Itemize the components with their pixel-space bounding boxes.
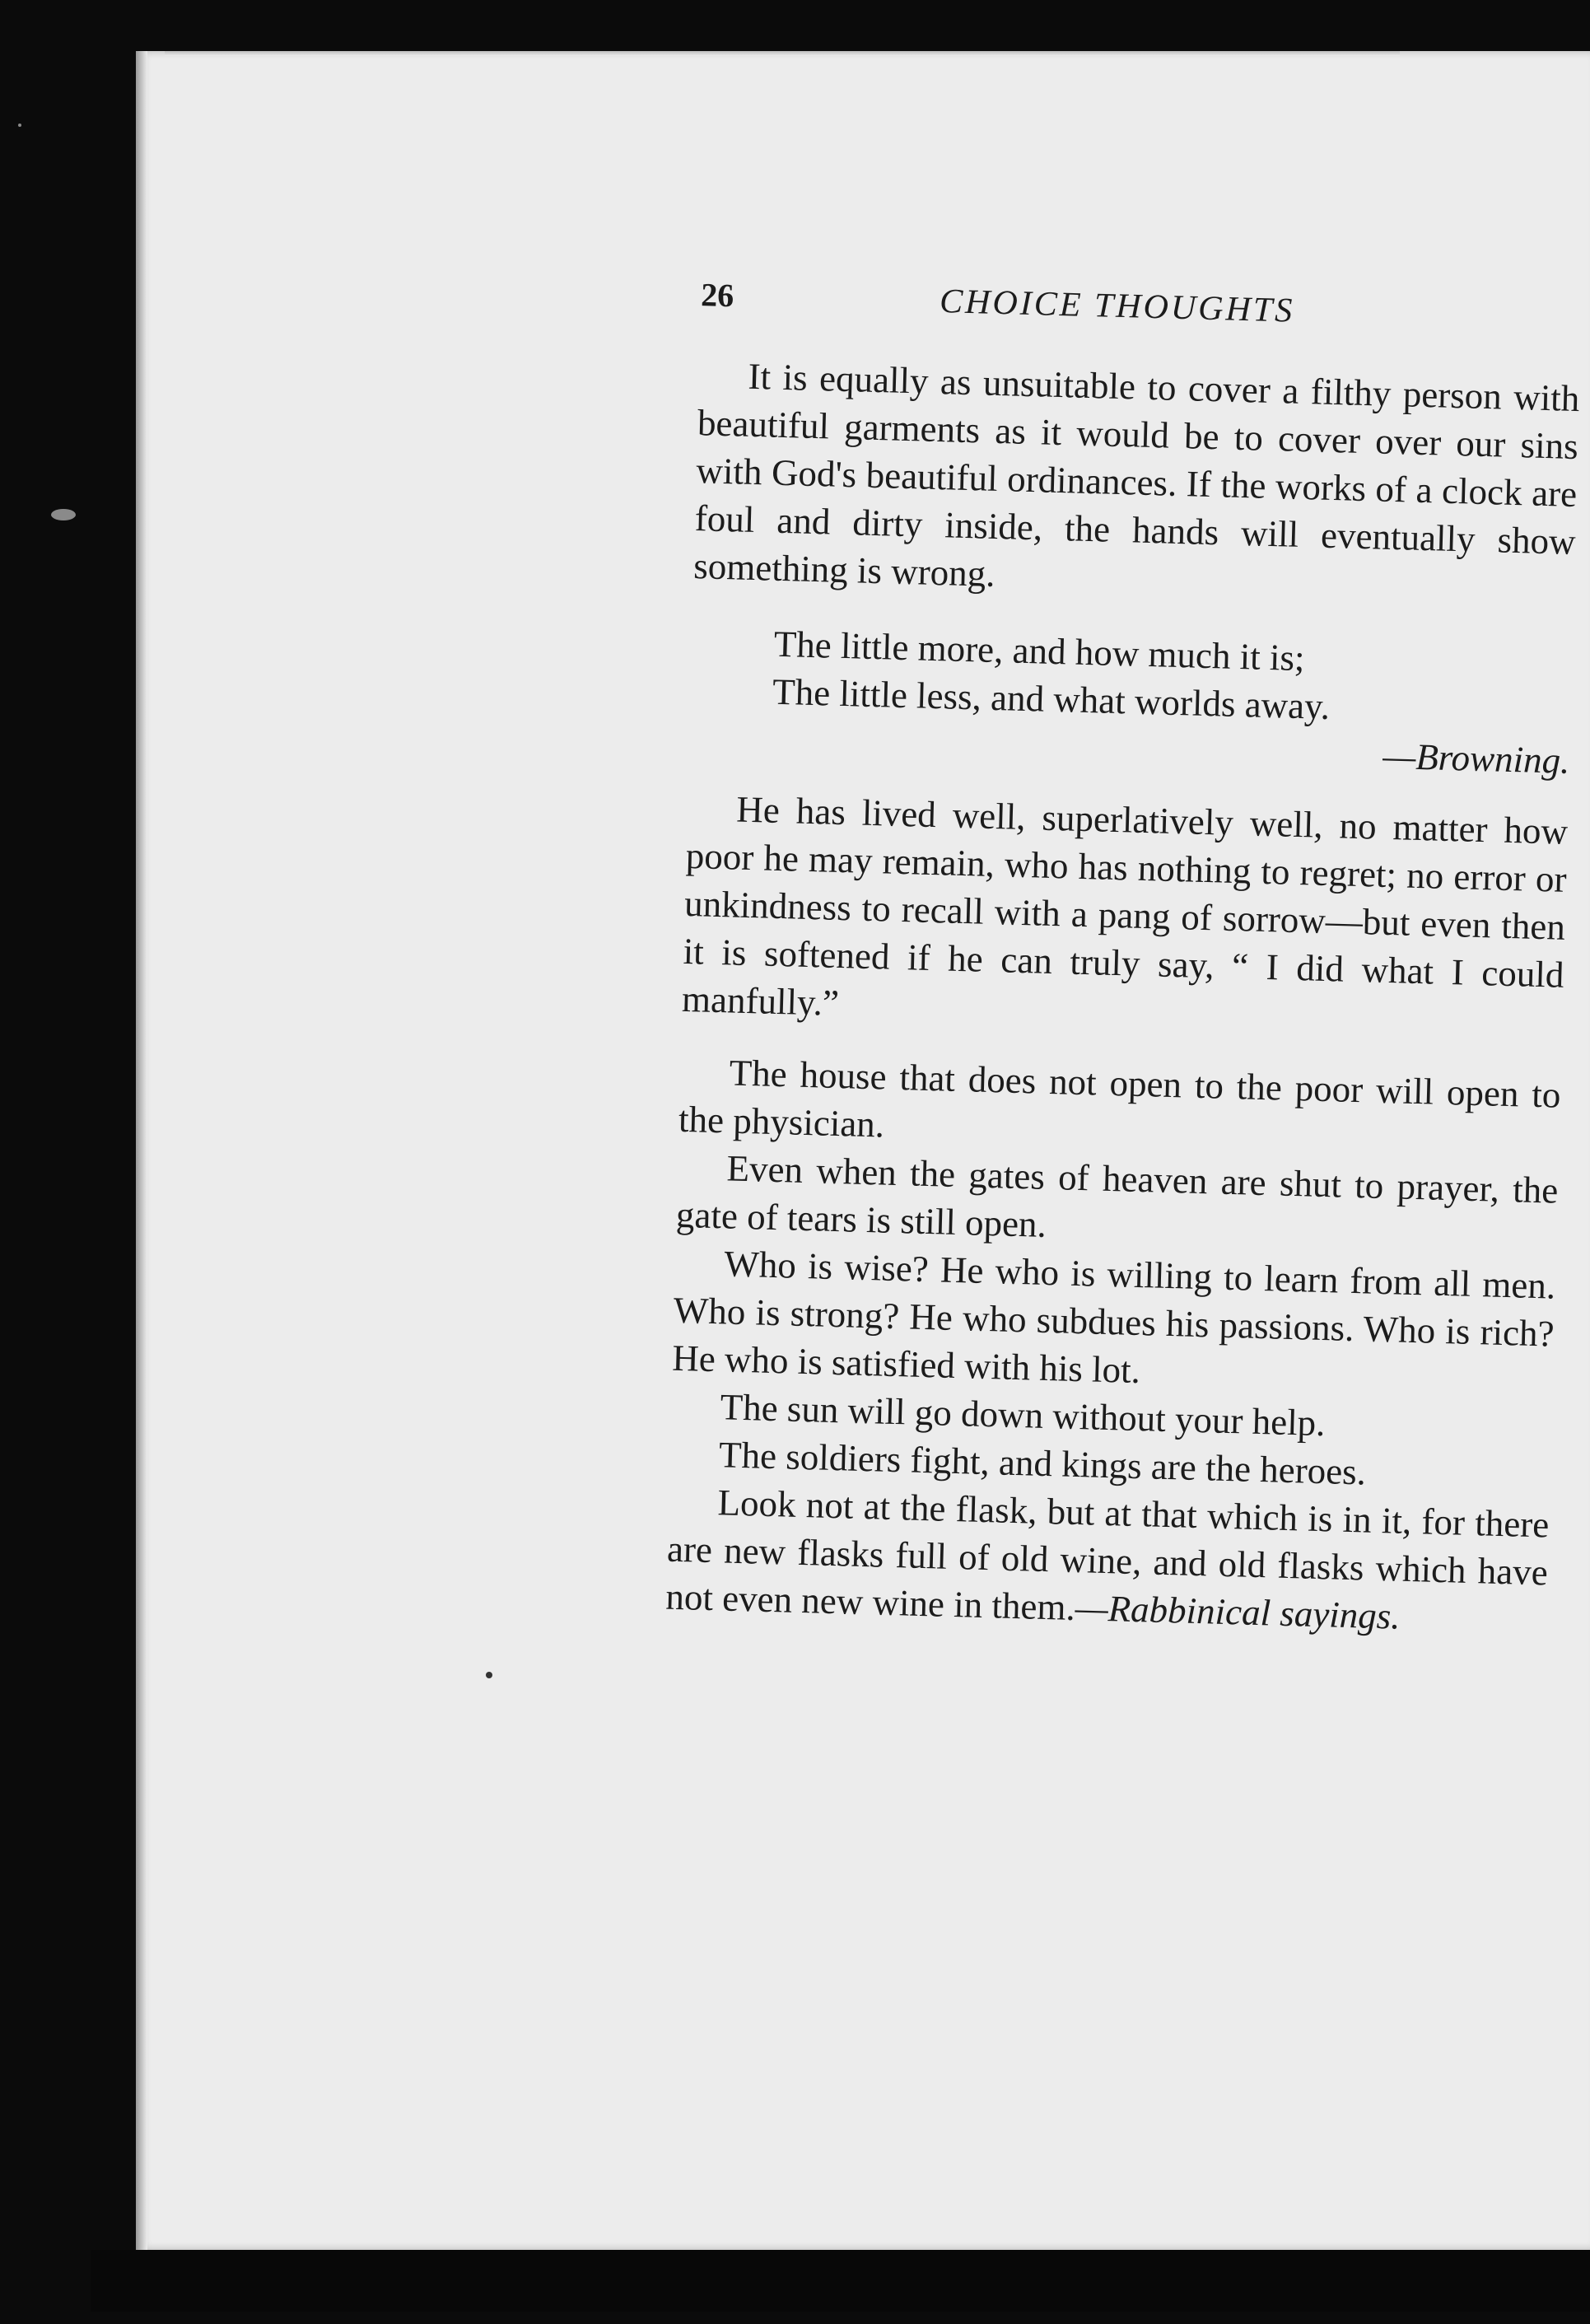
paragraph: The sun will go down without your help. [720, 1386, 1327, 1444]
poem-quote [688, 618, 1573, 785]
poem-line: The little more, and how much it is; [773, 623, 1306, 679]
paragraph: He has lived well, superlatively well, no matter how poor he may remain, who has nothing to regret; no error or unkindness to recall with a pang of sorrow—but even then it is softened if he can truly say, “ I did what I could manfully.” [681, 788, 1569, 1024]
paragraph: Even when the gates of heaven are shut to prayer, the gate of tears is still open. [675, 1147, 1559, 1245]
running-head: CHOICE THOUGHTS [939, 282, 1295, 330]
scan-speck [18, 124, 21, 127]
page-body [665, 351, 1580, 1644]
poem-attribution: —Browning. [1382, 735, 1571, 782]
paragraph: Who is wise? He who is willing to learn from all men. Who is strong? He who subdues his passions. Who is rich? He who is satisfied with his lot. [671, 1243, 1556, 1392]
poem-line: The little less, and what worlds away. [772, 670, 1331, 727]
paragraph-text: Look not at the flask, but at that which is in it, for there are new flasks full of old wine, and old flasks which have not even new wine in them. [664, 1482, 1550, 1629]
page-number: 26 [700, 276, 734, 315]
paragraph: The house that does not open to the poor will open to the physician. [678, 1052, 1562, 1146]
paragraph [665, 1477, 1550, 1645]
paragraph: The soldiers fight, and kings are the heroes. [718, 1434, 1367, 1493]
quote-attribution: —Rabbinical sayings. [1075, 1587, 1401, 1637]
paragraph: It is equally as unsuitable to cover a filthy person with beautiful garments as it would be to cover over our sins with God's beautiful ordinances. If the works of a clock are foul and dirty inside, the hands will eventually show something is wrong. [692, 355, 1580, 595]
page-header [700, 275, 1590, 357]
